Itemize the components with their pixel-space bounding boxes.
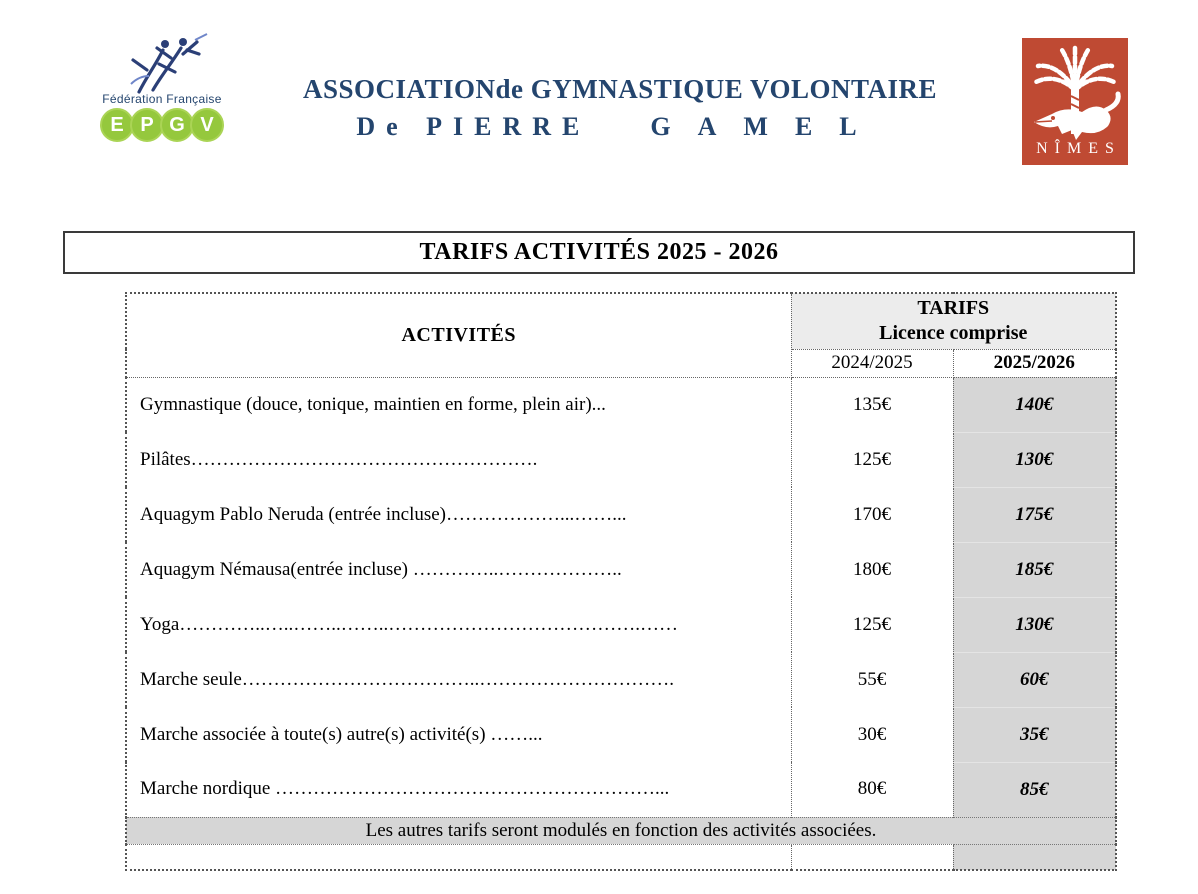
activity-row-marche-seule bbox=[126, 652, 1116, 707]
empty-cell-activities bbox=[126, 844, 791, 870]
epgv-letter-g: G bbox=[160, 108, 194, 142]
activity-row-gymnastique bbox=[126, 377, 1116, 432]
price-2025-2026: 175€ bbox=[953, 487, 1116, 542]
epgv-letter-v: V bbox=[190, 108, 224, 142]
epgv-logo bbox=[82, 32, 242, 167]
epgv-federation-label: Fédération Française bbox=[102, 92, 222, 106]
association-name-line1: ASSOCIATIONde GYMNASTIQUE VOLONTAIRE bbox=[302, 74, 938, 104]
activity-label: Marche associée à toute(s) autre(s) activité(s) ……... bbox=[126, 707, 791, 762]
price-2025-2026: 60€ bbox=[953, 652, 1116, 707]
column-header-2024-2025: 2024/2025 bbox=[791, 349, 953, 377]
activity-label: Marche seule………………………………..…………………………. bbox=[126, 652, 791, 707]
gymnasts-figures-icon bbox=[87, 32, 237, 94]
epgv-letters bbox=[82, 108, 242, 142]
empty-cell-2024-2025 bbox=[791, 844, 953, 870]
column-header-activities: ACTIVITÉS bbox=[126, 293, 791, 377]
activity-label: Yoga…………..…..……..……..………………………………….…… bbox=[126, 597, 791, 652]
activity-row-aquagym-nemausa bbox=[126, 542, 1116, 597]
price-2025-2026: 140€ bbox=[953, 377, 1116, 432]
tarifs-note: Les autres tarifs seront modulés en fonction des activités associées. bbox=[126, 817, 1116, 844]
price-2024-2025: 170€ bbox=[791, 487, 953, 542]
price-2024-2025: 135€ bbox=[791, 377, 953, 432]
epgv-letter-p: P bbox=[130, 108, 164, 142]
empty-bottom-row bbox=[126, 844, 1116, 870]
activity-row-marche-associee bbox=[126, 707, 1116, 762]
price-2025-2026: 85€ bbox=[953, 762, 1116, 817]
activity-label: Aquagym Némausa(entrée incluse) …………..……………….. bbox=[126, 542, 791, 597]
epgv-letter-e: E bbox=[100, 108, 134, 142]
price-2024-2025: 30€ bbox=[791, 707, 953, 762]
price-2025-2026: 130€ bbox=[953, 597, 1116, 652]
price-2024-2025: 80€ bbox=[791, 762, 953, 817]
activity-label: Marche nordique ……………………………………………………... bbox=[126, 762, 791, 817]
tarifs-banner bbox=[63, 231, 1135, 274]
association-name-line2 bbox=[250, 112, 990, 142]
tarifs-table bbox=[125, 292, 1117, 871]
price-2025-2026: 130€ bbox=[953, 432, 1116, 487]
tarifs-header-line1: TARIFS bbox=[917, 297, 990, 320]
activity-label: Gymnastique (douce, tonique, maintien en forme, plein air)... bbox=[126, 377, 791, 432]
activity-label: Aquagym Pablo Neruda (entrée incluse)………………...……... bbox=[126, 487, 791, 542]
activity-row-pilates bbox=[126, 432, 1116, 487]
tarifs-banner-title: TARIFS ACTIVITÉS 2025 - 2026 bbox=[419, 239, 779, 265]
association-title bbox=[250, 74, 990, 142]
tarifs-header-line2: Licence comprise bbox=[879, 322, 1028, 345]
activity-row-marche-nordique bbox=[126, 762, 1116, 817]
activity-row-yoga bbox=[126, 597, 1116, 652]
activity-row-aquagym-pablo-neruda bbox=[126, 487, 1116, 542]
association-name-gamel: GAMEL bbox=[650, 112, 884, 141]
association-name-pierre: De PIERRE bbox=[356, 112, 591, 141]
price-2024-2025: 55€ bbox=[791, 652, 953, 707]
nimes-city-label: NÎMES bbox=[1036, 140, 1121, 157]
price-2024-2025: 125€ bbox=[791, 432, 953, 487]
price-2025-2026: 185€ bbox=[953, 542, 1116, 597]
table-header-row-1 bbox=[126, 293, 1116, 349]
column-header-2025-2026: 2025/2026 bbox=[953, 349, 1116, 377]
activity-label: Pilâtes………………………………………………. bbox=[126, 432, 791, 487]
nimes-logo bbox=[1022, 38, 1128, 165]
price-2024-2025: 180€ bbox=[791, 542, 953, 597]
price-2025-2026: 35€ bbox=[953, 707, 1116, 762]
column-header-tarifs bbox=[791, 293, 1116, 349]
note-row bbox=[126, 817, 1116, 844]
price-2024-2025: 125€ bbox=[791, 597, 953, 652]
empty-cell-2025-2026 bbox=[953, 844, 1116, 870]
